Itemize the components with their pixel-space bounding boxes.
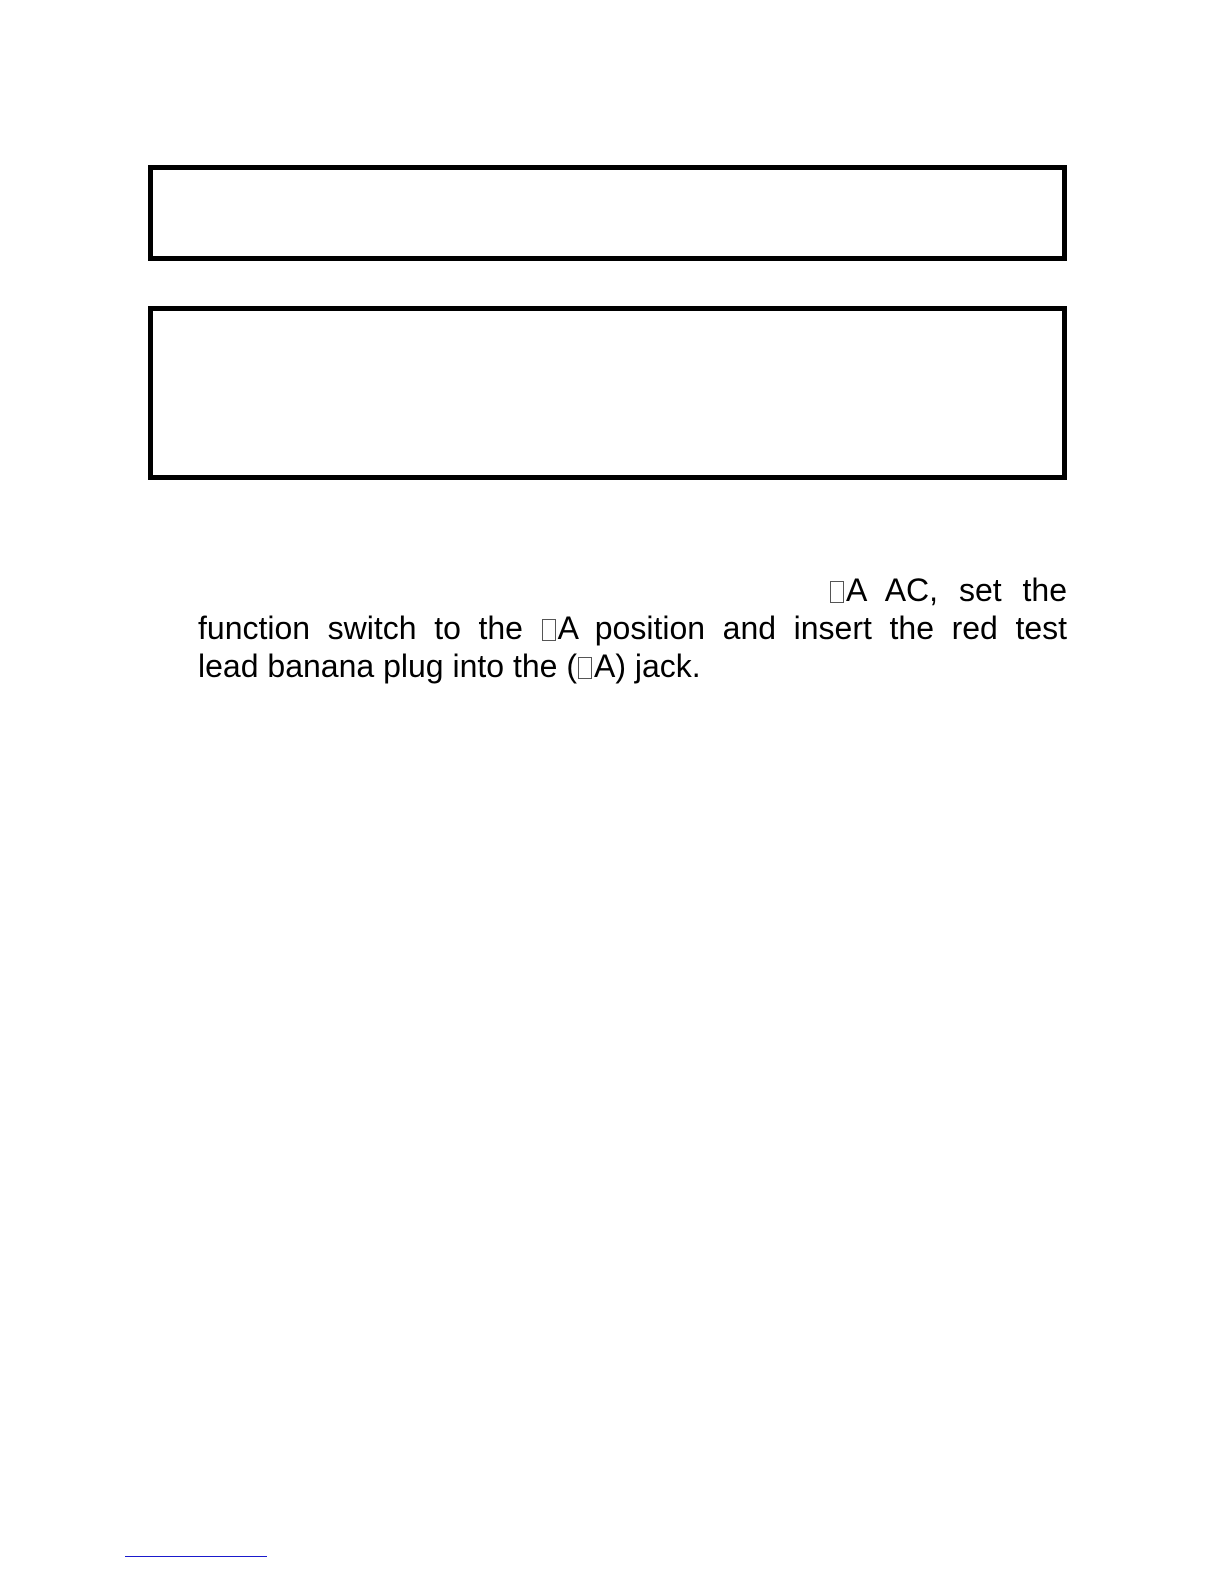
missing-glyph-icon xyxy=(830,581,844,603)
line-1-text: A AC, set the xyxy=(846,572,1067,608)
footnote-separator xyxy=(125,1556,267,1557)
missing-glyph-icon xyxy=(578,657,592,679)
line-3-text-after: A) jack. xyxy=(593,648,701,684)
line-3-text-before: lead banana plug into the ( xyxy=(198,648,577,684)
paragraph-line-2 xyxy=(198,609,1067,647)
paragraph-line-3 xyxy=(198,647,701,685)
warning-box-top xyxy=(148,165,1067,261)
line-2-text-before: function switch to the xyxy=(198,610,523,646)
paragraph-line-1 xyxy=(829,571,1067,609)
warning-box-bottom xyxy=(148,306,1067,480)
missing-glyph-icon xyxy=(542,619,556,641)
line-2-text-after: A position and insert the red test xyxy=(557,610,1068,646)
